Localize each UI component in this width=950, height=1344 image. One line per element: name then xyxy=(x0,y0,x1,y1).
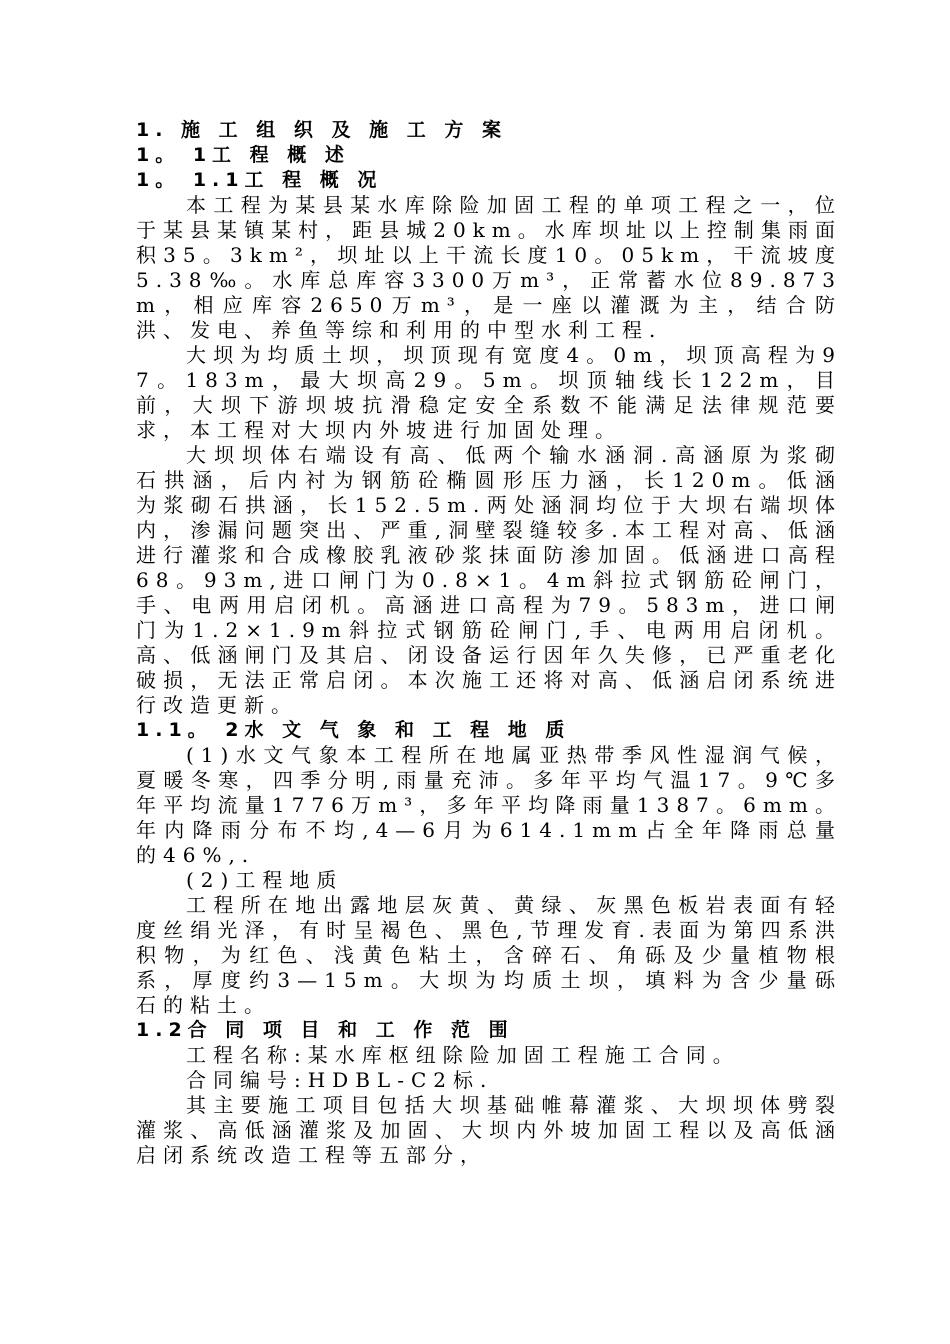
paragraph-contract-number: 合同编号:HDBL-C2标. xyxy=(186,1068,494,1092)
paragraph-geology: 工程所在地出露地层灰黄、黄绿、灰黑色板岩表面有轻度丝绢光泽，有时呈褐色、黑色,节理发育.表面为第四系洪积物，为红色、浅黄色粘土，含碎石、角砾及少量植物根系，厚度约3—15m。大坝为均质土坝，填料为含少量砾石的粘土。 xyxy=(136,893,842,1017)
heading-1-1-1: 1。 1.1工 程 概 况 xyxy=(136,169,383,191)
paragraph-scope: 其主要施工项目包括大坝基础帷幕灌浆、大坝坝体劈裂灌浆、高低涵灌浆及加固、大坝内外坡加固工程以及高低涵启闭系统改造工程等五部分， xyxy=(136,1093,842,1167)
paragraph-dam-description: 大坝为均质土坝，坝顶现有宽度4。0m，坝顶高程为97。183m，最大坝高29。5m。坝顶轴线长122m，目前，大坝下游坝坡抗滑稳定安全系数不能满足法律规范要求，本工程对大坝内外坡进行加固处理。 xyxy=(136,343,842,442)
heading-1: 1. 施 工 组 织 及 施 工 方 案 xyxy=(136,119,507,141)
paragraph-geology-title: (2)工程地质 xyxy=(186,868,344,892)
document-body xyxy=(136,118,842,1168)
heading-1-1-2: 1.1。 2水 文 气 象 和 工 程 地 质 xyxy=(136,719,571,741)
heading-1-2: 1.2合 同 项 目 和 工 作 范 围 xyxy=(136,1019,514,1041)
paragraph-project-overview: 本工程为某县某水库除险加固工程的单项工程之一，位于某县某镇某村，距县城20km。水库坝址以上控制集雨面积35。3km²，坝址以上干流长度10。05km，干流坡度5.38‰。水库总库容3300万m³，正常蓄水位89.873m，相应库容2650万m³，是一座以灌溉为主，结合防洪、发电、养鱼等综和利用的中型水利工程. xyxy=(136,193,842,342)
paragraph-hydrology: (1)水文气象本工程所在地属亚热带季风性湿润气候，夏暖冬寒，四季分明,雨量充沛。多年平均气温17。9℃多年平均流量1776万m³，多年平均降雨量1387。6mm。年内降雨分布不均,4—6月为614.1mm占全年降雨总量的46%,. xyxy=(136,743,842,867)
paragraph-project-name: 工程名称:某水库枢纽除险加固工程施工合同。 xyxy=(186,1043,740,1067)
heading-1-1: 1。 1工 程 概 述 xyxy=(136,144,350,166)
paragraph-culverts: 大坝坝体右端设有高、低两个输水涵洞.高涵原为浆砌石拱涵，后内衬为钢筋砼椭圆形压力涵，长120m。低涵为浆砌石拱涵，长152.5m.两处涵洞均位于大坝右端坝体内，渗漏问题突出、严重,洞壁裂缝较多.本工程对高、低涵进行灌浆和合成橡胶乳液砂浆抹面防渗加固。低涵进口高程68。93m,进口闸门为0.8×1。4m斜拉式钢筋砼闸门，手、电两用启闭机。高涵进口高程为79。583m，进口闸门为1.2×1.9m斜拉式钢筋砼闸门,手、电两用启闭机。高、低涵闸门及其启、闭设备运行因年久失修，已严重老化破损，无法正常启闭。本次施工还将对高、低涵启闭系统进行改造更新。 xyxy=(136,443,842,717)
